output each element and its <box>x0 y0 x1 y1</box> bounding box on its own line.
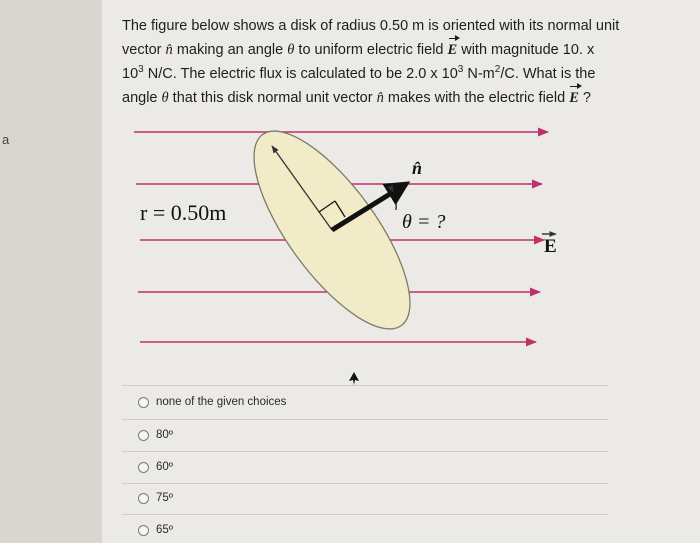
e-vector-symbol: E <box>569 86 579 110</box>
edge-letter: a <box>2 132 10 147</box>
e-vector-symbol: E <box>448 38 458 62</box>
choice-65[interactable]: 65º <box>138 521 173 539</box>
radio-button[interactable] <box>138 493 149 504</box>
divider <box>122 385 608 386</box>
choice-75[interactable]: 75º <box>138 489 173 507</box>
radio-button[interactable] <box>138 525 149 536</box>
e-field-label: E <box>544 236 557 257</box>
radius-label: r = 0.50m <box>140 200 227 225</box>
n-hat-symbol: n̂ <box>376 90 384 106</box>
divider <box>122 514 608 515</box>
n-hat-symbol: n̂ <box>165 42 173 58</box>
theta-label: θ = ? <box>402 211 446 233</box>
choice-60[interactable]: 60º <box>138 458 173 476</box>
theta-symbol: θ <box>161 90 169 106</box>
mouse-cursor-icon <box>348 372 360 386</box>
radio-button[interactable] <box>138 462 149 473</box>
theta-symbol: θ <box>287 42 295 58</box>
question-line-1: The figure below shows a disk of radius 0.50 m is oriented with its normal unit <box>122 18 620 34</box>
divider <box>122 483 608 484</box>
choice-80[interactable]: 80º <box>138 426 173 444</box>
choice-none[interactable]: none of the given choices <box>138 393 286 411</box>
n-hat-label: n̂ <box>412 158 423 178</box>
flux-figure <box>120 110 560 370</box>
divider <box>122 451 608 452</box>
radio-button[interactable] <box>138 397 149 408</box>
radio-button[interactable] <box>138 430 149 441</box>
question-text: The figure below shows a disk of radius 0.50 m is oriented with its normal unit vector n̂ making an angle θ to uniform electric field E with magnitude 10. x $10^3$ N/C. The electric flux is calculated to be 2.0 x $10^3$ $N-m^2/C$. What is the angle θ that this disk normal unit vector n̂ makes with the electric field E ? <box>122 14 622 110</box>
divider <box>122 419 608 420</box>
